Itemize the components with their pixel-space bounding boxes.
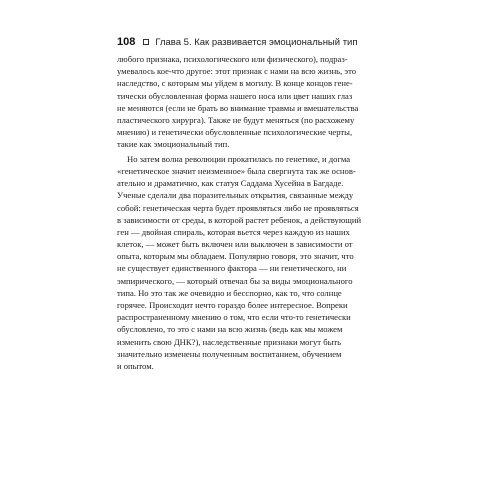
text-line: горячее. Происходит нечто гораздо более интересное. Вопреки [117,300,348,311]
text-line: опыта, которым мы обладаем. Популярно говоря, это значит, что [117,251,354,262]
running-head [117,34,407,50]
text-line: не существует единственного фактора — ни генетического, ни [117,263,347,274]
text-line: эмпирического, — который отвечал бы за виды эмоционального [117,275,353,286]
text-line: типа. Но это так же очевидно и бесспорно, как то, что солнце [117,287,342,298]
square-bullet-icon [143,39,149,45]
text-line: тически обусловленная форма нашего носа или цвет наших глаз [117,90,353,101]
text-line: умевалось кое-что другое: этот признак с нами на всю жизнь, это [117,66,357,77]
text-line: клеток, — может быть включен или выключен в зависимости от [117,239,353,250]
text-line: пластического хирурга). Также не будут меняться (по расхожему [117,114,355,125]
text-line: Ученые сделали два поразительных открытия, связанные между [117,190,354,201]
text-line: любого признака, психологического или физического), подраз- [117,54,348,64]
body-text [117,53,396,372]
text-line: мнению) и генетически обусловленные психологические черты, [117,127,353,138]
paragraph-1 [117,53,396,151]
text-line: «генетическое значит неизменное» была свергнута так же основ- [117,165,356,176]
text-line: ательно и драматично, как статуя Саддама Хусейна в Багдаде. [117,178,344,189]
text-line: в зависимости от среды, в которой растет ребенок, а действующий [117,214,362,225]
text-line: собой: генетическая черта будет проявляться либо не проявляться [117,202,359,213]
text-line: Но затем волна революции прокатилась по генетике, и догма [127,153,351,164]
chapter-title: Глава 5. Как развивается эмоциональный тип [155,36,358,48]
text-line: изменить свою ДНК?), наследственные признаки могут быть [117,336,342,347]
text-line: не меняются (если не брать во внимание травмы и вмешательства [117,102,359,113]
text-line: такие как эмоциональный тип. [117,139,230,150]
text-line: обусловлено, то это с нами на всю жизнь (ведь как мы можем [117,324,343,335]
text-line: значительно изменены полученным воспитанием, обучением [117,348,342,359]
text-line: и опытом. [117,360,154,371]
text-line: ген — двойная спираль, которая вьется через каждую из наших [117,226,350,237]
page-number: 108 [117,36,136,48]
text-line: распространенному мнению о том, что если что-то генетически [117,312,351,323]
text-line: наследство, с которым мы уйдем в могилу. В конце концов гене- [117,78,353,89]
paragraph-2 [117,153,396,372]
